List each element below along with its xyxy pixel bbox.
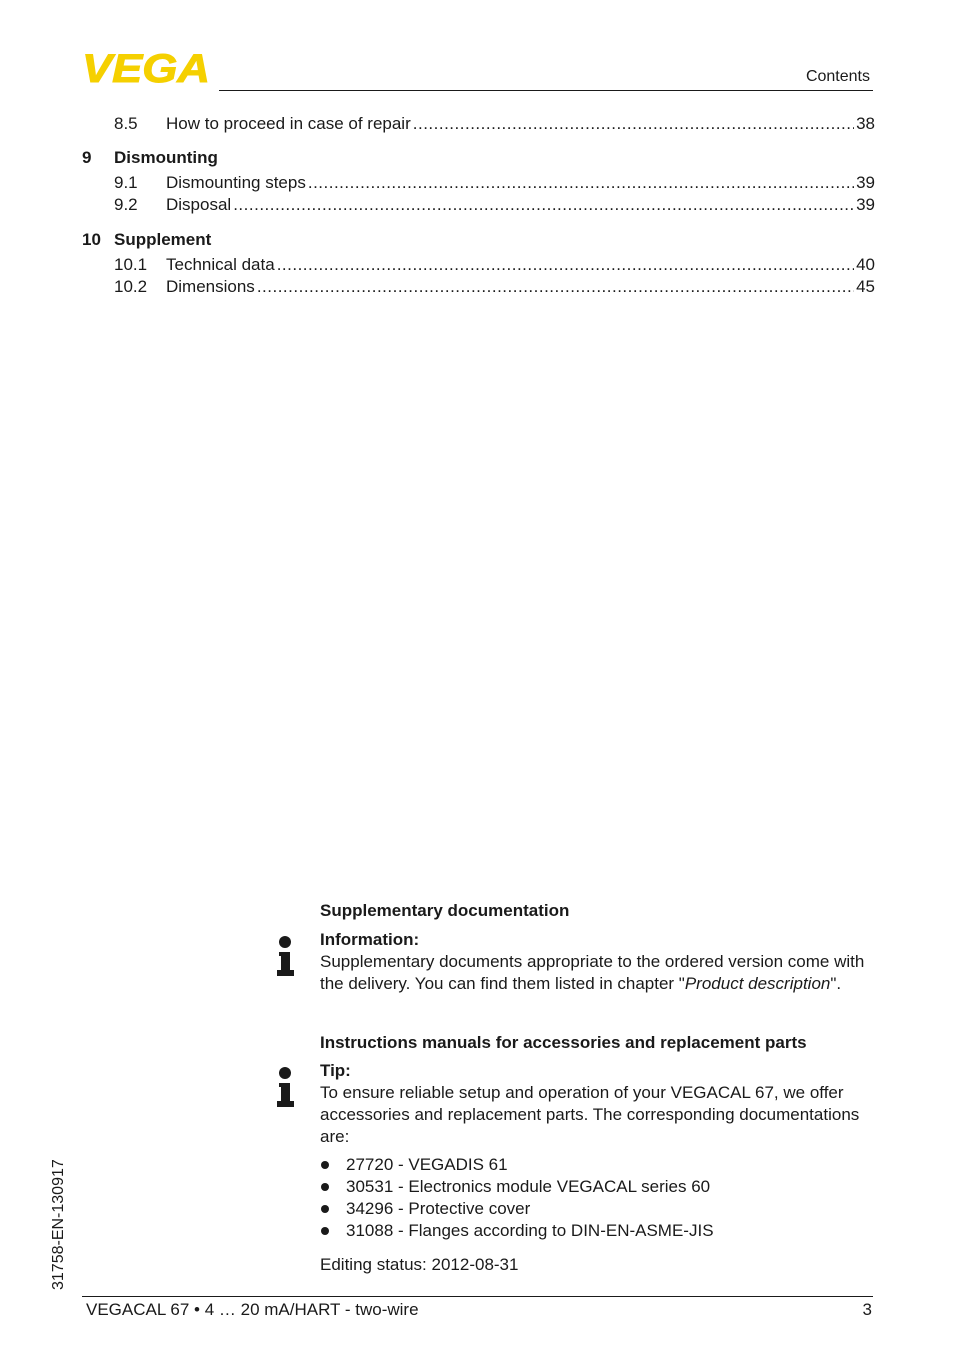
information-note bbox=[320, 929, 875, 995]
toc-item-title: Dimensions bbox=[166, 277, 255, 296]
footer-rule bbox=[82, 1296, 873, 1297]
toc-item-title: Technical data bbox=[166, 255, 275, 274]
toc-item-page: 38 bbox=[856, 114, 875, 133]
toc-leader-dots bbox=[413, 114, 854, 134]
information-icon bbox=[275, 936, 295, 978]
section-title: Contents bbox=[805, 68, 870, 85]
toc-item-number: 10.2 bbox=[114, 277, 148, 296]
toc-chapter-9[interactable] bbox=[82, 148, 218, 168]
toc-item-title: Disposal bbox=[166, 195, 232, 214]
toc-leader-dots bbox=[308, 173, 854, 193]
logo-text: VEGA bbox=[82, 52, 210, 84]
chapter-title: Dismounting bbox=[114, 148, 218, 167]
toc-chapter-10[interactable] bbox=[82, 230, 211, 250]
toc-item-page: 45 bbox=[856, 277, 875, 296]
list-item: 30531 - Electronics module VEGACAL series 60 bbox=[320, 1176, 875, 1198]
information-text-end: ". bbox=[830, 974, 842, 993]
toc-leader-dots bbox=[257, 277, 854, 297]
tip-label: Tip: bbox=[320, 1061, 351, 1080]
toc-item-8-5[interactable] bbox=[114, 114, 875, 136]
toc-item-page: 40 bbox=[856, 255, 875, 274]
toc-leader-dots bbox=[277, 255, 854, 275]
information-text-part: Supplementary documents appropriate to the ordered version come with the delivery. You can find them listed in chapter " bbox=[320, 952, 865, 993]
tip-icon bbox=[275, 1067, 295, 1109]
information-text bbox=[320, 951, 875, 995]
toc-item-9-2[interactable] bbox=[114, 195, 875, 217]
list-item: 27720 - VEGADIS 61 bbox=[320, 1154, 875, 1176]
list-item: 31088 - Flanges according to DIN-EN-ASME-JIS bbox=[320, 1220, 875, 1242]
toc-item-9-1[interactable] bbox=[114, 173, 875, 195]
toc-item-number: 9.1 bbox=[114, 173, 138, 192]
chapter-number: 10 bbox=[82, 230, 101, 249]
toc-item-number: 9.2 bbox=[114, 195, 138, 214]
instructions-heading: Instructions manuals for accessories and replacement parts bbox=[320, 1033, 807, 1052]
footer-product: VEGACAL 67 • 4 … 20 mA/HART - two-wire bbox=[86, 1300, 419, 1319]
toc-item-10-1[interactable] bbox=[114, 255, 875, 277]
vega-logo bbox=[82, 52, 212, 84]
list-item: 34296 - Protective cover bbox=[320, 1198, 875, 1220]
header-rule bbox=[219, 90, 873, 91]
toc-item-10-2[interactable] bbox=[114, 277, 875, 299]
toc-item-title: How to proceed in case of repair bbox=[166, 114, 411, 133]
toc-item-page: 39 bbox=[856, 195, 875, 214]
chapter-reference: Product description bbox=[684, 974, 831, 993]
tip-note bbox=[320, 1060, 875, 1148]
tip-text: To ensure reliable setup and operation of your VEGACAL 67, we offer accessories and replacement parts. The corresponding documentations are: bbox=[320, 1083, 860, 1146]
toc-item-number: 8.5 bbox=[114, 114, 138, 133]
documentation-list bbox=[320, 1154, 875, 1242]
information-label: Information: bbox=[320, 930, 420, 949]
chapter-title: Supplement bbox=[114, 230, 212, 249]
editing-status: Editing status: 2012-08-31 bbox=[320, 1255, 519, 1274]
toc-item-number: 10.1 bbox=[114, 255, 148, 274]
supplementary-heading: Supplementary documentation bbox=[320, 901, 570, 920]
page-number: 3 bbox=[862, 1300, 872, 1319]
document-code: 31758-EN-130917 bbox=[50, 1159, 67, 1290]
toc-item-title: Dismounting steps bbox=[166, 173, 306, 192]
toc-item-page: 39 bbox=[856, 173, 875, 192]
toc-leader-dots bbox=[233, 195, 854, 215]
chapter-number: 9 bbox=[82, 148, 92, 167]
